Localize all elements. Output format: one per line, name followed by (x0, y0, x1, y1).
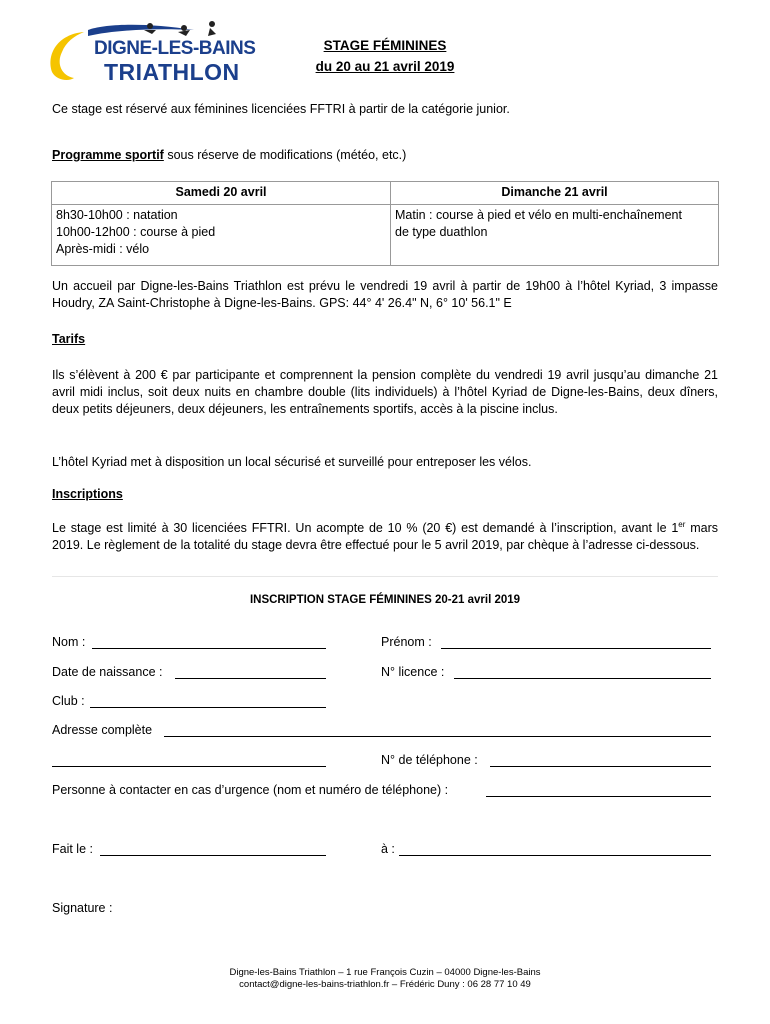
signature-label: Signature : (52, 901, 113, 915)
intro-text: Ce stage est réservé aux féminines licenciées FFTRI à partir de la catégorie junior. (52, 102, 510, 116)
day1-line: 10h00-12h00 : course à pied (56, 225, 216, 239)
footer-line-2: contact@digne-les-bains-triathlon.fr – Frédéric Duny : 06 28 77 10 49 (239, 979, 531, 990)
programme-line (52, 147, 718, 164)
club-label: Club : (52, 694, 85, 708)
section-divider (52, 576, 718, 577)
telephone-field[interactable] (490, 766, 711, 767)
welcome-text: Un accueil par Digne-les-Bains Triathlon est prévu le vendredi 19 avril à partir de 19h00 à l’hôtel Kyriad, 3 impasse Houdry, ZA Saint-Christophe à Digne-les-Bains. GPS: 44° 4' 26.4" N, 6° 10' 56.1" E (52, 279, 718, 310)
adresse-field-line-2[interactable] (52, 766, 326, 767)
tarifs-heading: Tarifs (52, 332, 86, 346)
day2-header: Dimanche 21 avril (391, 182, 719, 205)
logo-line-2: TRIATHLON (104, 59, 240, 85)
fait-le-label: Fait le : (52, 842, 93, 856)
day1-line: 8h30-10h00 : natation (56, 208, 178, 222)
inscriptions-heading: Inscriptions (52, 487, 123, 501)
form-title: INSCRIPTION STAGE FÉMININES 20-21 avril 2019 (249, 594, 521, 606)
prenom-field[interactable] (441, 648, 711, 649)
day2-cell (391, 205, 719, 266)
programme-heading: Programme sportif (52, 148, 164, 162)
inscriptions-sup: er (678, 520, 686, 529)
logo-line-1: DIGNE-LES-BAINS (94, 38, 256, 59)
title-line-2: du 20 au 21 avril 2019 (315, 59, 455, 74)
lieu-field[interactable] (399, 855, 711, 856)
day1-header: Samedi 20 avril (52, 182, 391, 205)
prenom-label: Prénom : (381, 635, 432, 649)
lieu-label: à : (381, 842, 395, 856)
urgence-field[interactable] (486, 796, 711, 797)
day1-line: Après-midi : vélo (56, 242, 150, 256)
footer-line-1: Digne-les-Bains Triathlon – 1 rue François Cuzin – 04000 Digne-les-Bains (229, 967, 541, 978)
telephone-label: N° de téléphone : (381, 753, 478, 767)
club-field[interactable] (90, 707, 326, 708)
adresse-label: Adresse complète (52, 723, 153, 737)
nom-field[interactable] (92, 648, 326, 649)
tarifs-text: Ils s’élèvent à 200 € par participante et comprennent la pension complète du vendredi 19 avril jusqu’au dimanche 21 avril midi inclus, soit deux nuits en chambre double (lits individuels) à l’hôtel Kyriad de Digne-les-Bains, deux dîners, deux petits déjeuners, deux déjeuners, les entraînements sportifs, accès à la piscine inclus. (52, 368, 718, 416)
schedule-table (51, 181, 719, 266)
nom-label: Nom : (52, 635, 86, 649)
footer (52, 967, 718, 991)
licence-label: N° licence : (381, 665, 445, 679)
tarifs-heading-wrap (52, 331, 718, 348)
naissance-field[interactable] (175, 678, 326, 679)
table-header-row (52, 182, 719, 205)
adresse-field[interactable] (164, 736, 711, 737)
naissance-label: Date de naissance : (52, 665, 163, 679)
inscriptions-heading-wrap (52, 486, 718, 503)
programme-note: sous réserve de modifications (météo, etc.) (163, 148, 407, 162)
inscriptions-text-a: Le stage est limité à 30 licenciées FFTRI. Un acompte de 10 % (20 €) est demandé à l’inscription, avant le 1 (52, 521, 679, 536)
urgence-label: Personne à contacter en cas d’urgence (nom et numéro de téléphone) : (52, 783, 449, 797)
day2-line: Matin : course à pied et vélo en multi-enchaînement (395, 208, 682, 222)
title-line-1: STAGE FÉMININES (323, 38, 447, 53)
inscriptions-text-b: mars 2019. Le règlement de la totalité du stage devra être effectué pour le 5 avril 2019, par chèque à l’adresse ci-dessous. (52, 521, 719, 553)
fait-le-field[interactable] (100, 855, 326, 856)
day1-cell (52, 205, 391, 266)
day2-line: de type duathlon (395, 225, 488, 239)
table-row (52, 205, 719, 266)
licence-field[interactable] (454, 678, 711, 679)
page-title (300, 35, 470, 77)
club-logo (44, 18, 256, 85)
velos-text: L’hôtel Kyriad met à disposition un local sécurisé et surveillé pour entreposer les vélos. (52, 455, 532, 469)
inscriptions-text (52, 516, 718, 554)
